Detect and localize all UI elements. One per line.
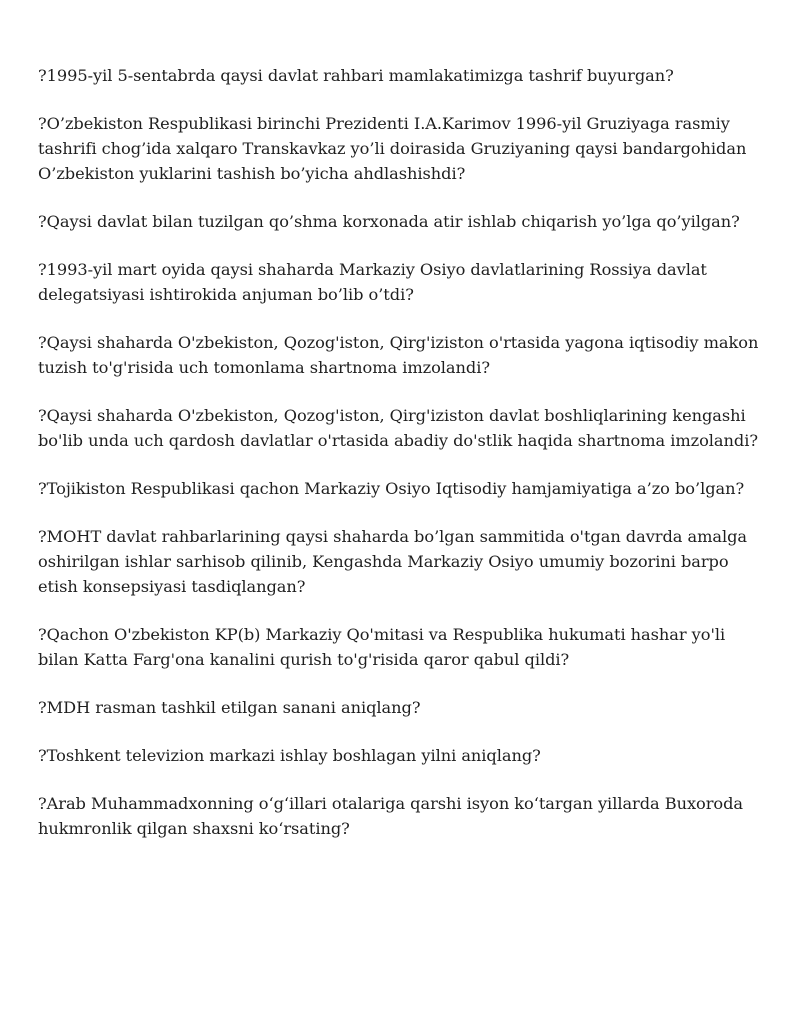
question-1: ?1995-yil 5-sentabrda qaysi davlat rahbari mamlakatimizga tashrif buyurgan? — [38, 66, 674, 85]
question-8: ?MOHT davlat rahbarlarining qaysi shaharda bo’lgan sammitida o'tgan davrda amalga oshirilgan ishlar sarhisob qilinib, Kengashda Markaziy Osiyo umumiy bozorini barpo etish konsepsiyasi tasdiqlangan? — [38, 527, 748, 596]
question-2: ?O’zbekiston Respublikasi birinchi Prezidenti I.A.Karimov 1996-yil Gruziyaga rasmiy tashrifi chog’ida xalqaro Transkavkaz yo’li doirasida Gruziyaning qaysi bandargohidan O’zbekiston yuklarini tashish bo’yicha ahdlashishdi? — [38, 114, 747, 183]
question-3: ?Qaysi davlat bilan tuzilgan qo’shma korxonada atir ishlab chiqarish yo’lga qo’yilgan? — [38, 212, 740, 231]
question-11: ?Toshkent televizion markazi ishlay boshlagan yilni aniqlang? — [38, 746, 541, 765]
question-10: ?MDH rasman tashkil etilgan sanani aniqlang? — [38, 698, 421, 717]
question-9: ?Qachon O'zbekiston KP(b) Markaziy Qo'mitasi va Respublika hukumati hashar yo'li bilan Katta Farg'ona kanalini qurish to'g'risida qaror qabul qildi? — [38, 625, 726, 669]
question-6: ?Qaysi shaharda O'zbekiston, Qozog'iston, Qirg'iziston davlat boshliqlarining kengashi bo'lib unda uch qardosh davlatlar o'rtasida abadiy do'stlik haqida shartnoma imzolandi? — [38, 406, 758, 450]
question-7: ?Tojikiston Respublikasi qachon Markaziy Osiyo Iqtisodiy hamjamiyatiga a’zo bo’lgan? — [38, 479, 745, 498]
question-5: ?Qaysi shaharda O'zbekiston, Qozog'iston, Qirg'iziston o'rtasida yagona iqtisodiy makon tuzish to'g'risida uch tomonlama shartnoma imzolandi? — [38, 333, 759, 377]
question-12: ?Arab Muhammadxonning o‘g‘illari otalariga qarshi isyon ko‘targan yillarda Buxoroda hukmronlik qilgan shaxsni ko‘rsating? — [38, 794, 744, 838]
question-4: ?1993-yil mart oyida qaysi shaharda Markaziy Osiyo davlatlarining Rossiya davlat delegatsiyasi ishtirokida anjuman bo’lib o’tdi? — [38, 260, 707, 304]
